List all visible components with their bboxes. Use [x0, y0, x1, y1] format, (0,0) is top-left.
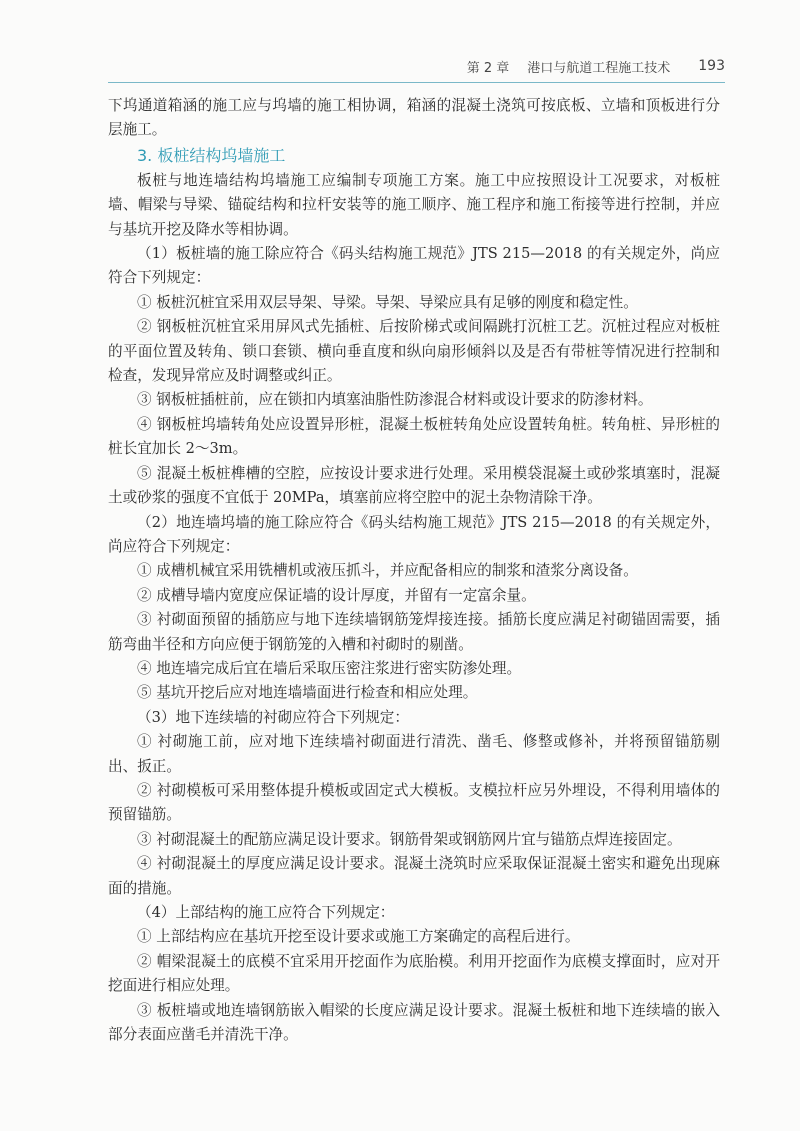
chapter-title: 港口与航道工程施工技术 [527, 60, 671, 76]
list-item: ② 钢板桩沉桩宜采用屏风式先插桩、后按阶梯式或间隔跳打沉桩工艺。沉桩过程应对板桩的平面位置及转角、锁口套锁、横向垂直度和纵向扇形倾斜以及是否有带桩等情况进行控制和检查，发现异常应及时调整或纠正。 [108, 318, 720, 385]
list-item: ③ 衬砌面预留的插筋应与地下连续墙钢筋笼焊接连接。插筋长度应满足衬砌锚固需要，插筋弯曲半径和方向应便于钢筋笼的入槽和衬砌时的剔凿。 [108, 611, 720, 653]
list-item: ④ 衬砌混凝土的厚度应满足设计要求。混凝土浇筑时应采取保证混凝土密实和避免出现麻面的措施。 [108, 855, 720, 897]
list-item: ④ 地连墙完成后宜在墙后采取压密注浆进行密实防渗处理。 [137, 659, 522, 677]
intro-paragraph: 下坞通道箱涵的施工应与坞墙的施工相协调，箱涵的混凝土浇筑可按底板、立墙和顶板进行分层施工。 [108, 97, 720, 139]
body-text [108, 94, 720, 1047]
list-item: ⑤ 基坑开挖后应对地连墙墙面进行检查和相应处理。 [137, 684, 478, 702]
list-item: ⑤ 混凝土板桩榫槽的空腔，应按设计要求进行处理。采用模袋混凝土或砂浆填塞时，混凝土或砂浆的强度不宜低于 20MPa，填塞前应将空腔中的泥土杂物清除干净。 [108, 464, 720, 507]
section-title: 3. 板桩结构坞墙施工 [137, 145, 286, 165]
list-item: ③ 衬砌混凝土的配筋应满足设计要求。钢筋骨架或钢筋网片宜与锚筋点焊连接固定。 [137, 830, 682, 848]
paragraph: （4）上部结构的施工应符合下列规定： [137, 904, 395, 921]
list-item: ① 板桩沉桩宜采用双层导架、导梁。导架、导梁应具有足够的刚度和稳定性。 [137, 293, 638, 311]
list-item: ② 成槽导墙内宽度应保证墙的设计厚度，并留有一定富余量。 [137, 586, 536, 604]
paragraph: （3）地下连续墙的衬砌应符合下列规定： [137, 708, 409, 726]
paragraph: （2）地连墙坞墙的施工除应符合《码头结构施工规范》JTS 215—2018 的有关规定外，尚应符合下列规定： [108, 513, 720, 555]
list-item: ③ 钢板桩插桩前，应在锁扣内填塞油脂性防渗混合材料或设计要求的防渗材料。 [137, 391, 653, 409]
list-item: ③ 板桩墙或地连墙钢筋嵌入帽梁的长度应满足设计要求。混凝土板桩和地下连续墙的嵌入部分表面应凿毛并清洗干净。 [108, 1001, 720, 1044]
list-item: ① 成槽机械宜采用铣槽机或液压抓斗，并应配备相应的制浆和渣浆分离设备。 [137, 562, 638, 580]
header-rule [108, 82, 725, 83]
list-item: ④ 钢板桩坞墙转角处应设置异形桩，混凝土板桩转角处应设置转角桩。转角桩、异形桩的桩长宜加长 2～3m。 [108, 415, 720, 458]
list-item: ① 衬砌施工前，应对地下连续墙衬砌面进行清洗、凿毛、修整或修补，并将预留锚筋剔出、扳正。 [108, 733, 720, 775]
list-item: ② 帽梁混凝土的底模不宜采用开挖面作为底胎模。利用开挖面作为底模支撑面时，应对开挖面进行相应处理。 [108, 952, 720, 995]
paragraph: 板桩与地连墙结构坞墙施工应编制专项施工方案。施工中应按照设计工况要求，对板桩墙、帽梁与导梁、锚碇结构和拉杆安装等的施工顺序、施工程序和施工衔接等进行控制，并应与基坑开挖及降水等相协调。 [108, 171, 720, 238]
paragraph: （1）板桩墙的施工除应符合《码头结构施工规范》JTS 215—2018 的有关规定外，尚应符合下列规定： [108, 245, 720, 287]
chapter-number: 第 2 章 [466, 60, 510, 76]
list-item: ① 上部结构应在基坑开挖至设计要求或施工方案确定的高程后进行。 [137, 928, 580, 946]
running-header [435, 52, 725, 80]
page-number: 193 [698, 58, 725, 74]
list-item: ② 衬砌模板可采用整体提升模板或固定式大模板。支模拉杆应另外埋设，不得利用墙体的预留锚筋。 [108, 781, 720, 824]
